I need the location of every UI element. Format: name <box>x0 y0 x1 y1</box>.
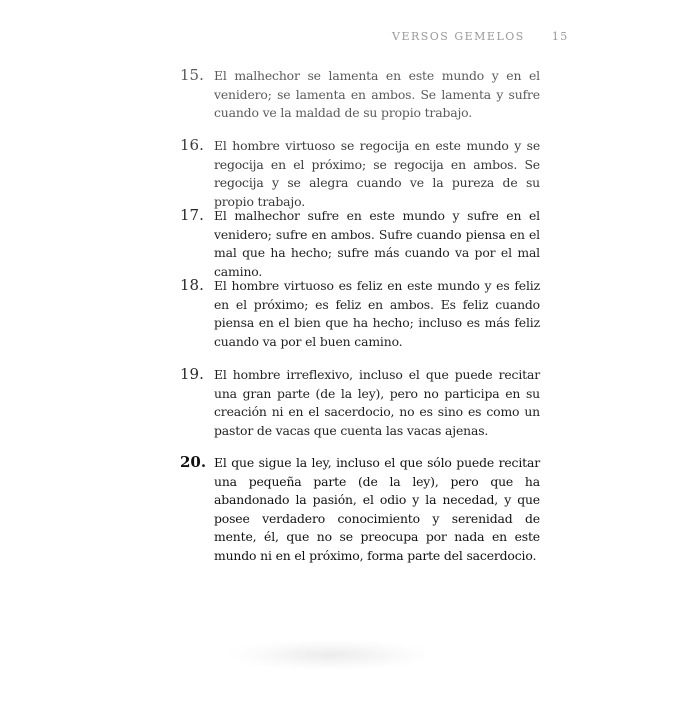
verse-text: El hombre virtuoso se regocija en este mundo y se regocija en el próximo; se regocija en ambos. Se regocija y se alegra cuando ve la pureza de su propio trabajo. <box>214 138 540 209</box>
verse-text: El malhechor sufre en este mundo y sufre en el venidero; sufre en ambos. Sufre cuando piensa en el mal que ha hecho; sufre más cuando va por el mal camino. <box>214 208 540 279</box>
verse-text: El hombre irreflexivo, incluso el que puede recitar una gran parte (de la ley), pero no participa en su creación ni en el sacerdocio, no es sino es como un pastor de vacas que cuenta las vacas ajenas. <box>214 367 540 438</box>
scan-smudge <box>230 640 430 670</box>
header-title: VERSOS GEMELOS <box>392 30 525 43</box>
verse-text: El que sigue la ley, incluso el que sólo puede recitar una pequeña parte (de la ley), pero que ha abandonado la pasión, el odio y la necedad, y que posee verdadero conocimiento y serenidad de mente, él, que no se preocupa por nada en este mundo ni en el próximo, forma parte del sacerdocio. <box>214 455 540 563</box>
verse-number: 15. <box>180 66 204 84</box>
running-header <box>392 30 642 43</box>
verse-text: El malhechor se lamenta en este mundo y en el venidero; se lamenta en ambos. Se lamenta y sufre cuando ve la maldad de su propio trabajo. <box>214 68 540 121</box>
verse-text: El hombre virtuoso es feliz en este mundo y es feliz en el próximo; es feliz en ambos. Es feliz cuando piensa en el bien que ha hecho; incluso es más feliz cuando va por el buen camino. <box>214 278 540 349</box>
verse-number: 19. <box>180 365 204 383</box>
verse-number: 16. <box>180 136 204 154</box>
page-number: 15 <box>551 30 569 43</box>
verse-number: 17. <box>180 206 204 224</box>
verse-number: 20. <box>180 453 207 471</box>
verse-number: 18. <box>180 276 204 294</box>
